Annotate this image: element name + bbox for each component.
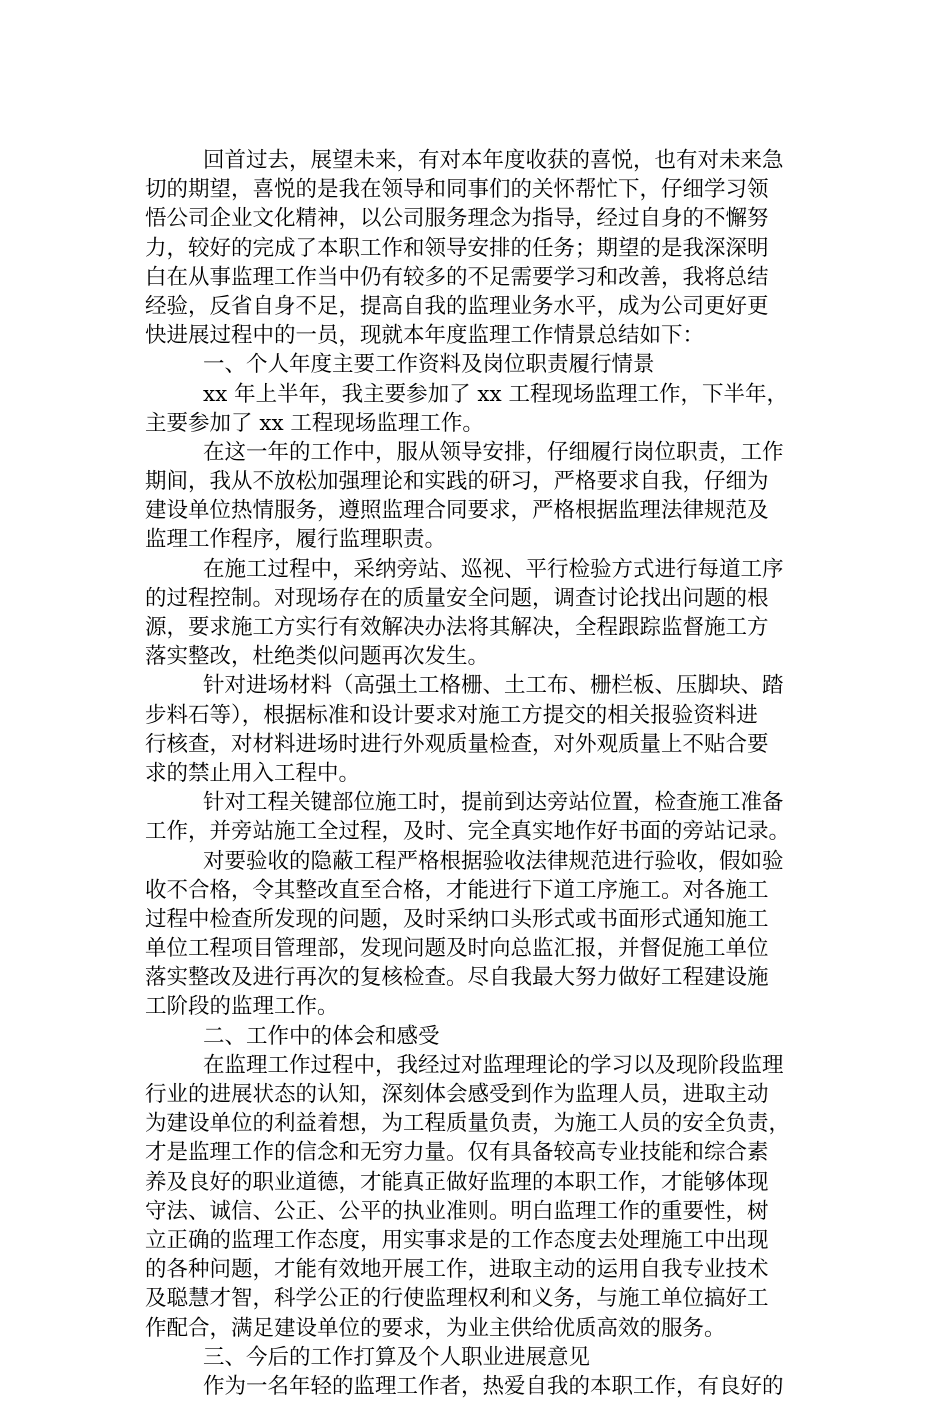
text-line: 三、今后的工作打算及个人职业进展意见 [203, 1344, 591, 1370]
text-line: 行核查，对材料进场时进行外观质量检查，对外观质量上不贴合要 [145, 731, 769, 757]
text-line: 在这一年的工作中，服从领导安排，仔细履行岗位职责，工作 [203, 439, 784, 465]
text-line: 才是监理工作的信念和无穷力量。仅有具备较高专业技能和综合素 [145, 1140, 769, 1166]
text-line: 单位工程项目管理部，发现问题及时向总监汇报，并督促施工单位 [145, 936, 769, 962]
text-line: 建设单位热情服务，遵照监理合同要求，严格根据监理法律规范及 [145, 498, 769, 524]
text-line: 主要参加了 xx 工程现场监理工作。 [145, 410, 484, 436]
text-line: 监理工作程序，履行监理职责。 [145, 527, 447, 553]
text-line: 立正确的监理工作态度，用实事求是的工作态度去处理施工中出现 [145, 1227, 769, 1253]
text-line: 在施工过程中，采纳旁站、巡视、平行检验方式进行每道工序 [203, 556, 784, 582]
text-line: 期间，我从不放松加强理论和实践的研习，严格要求自我，仔细为 [145, 469, 769, 495]
text-line: 作为一名年轻的监理工作者，热爱自我的本职工作，有良好的 [203, 1373, 784, 1399]
text-line: 行业的进展状态的认知，深刻体会感受到作为监理人员，进取主动 [145, 1082, 769, 1107]
text-line: 落实整改，杜绝类似问题再次发生。 [145, 644, 490, 670]
document-body [145, 146, 810, 1401]
text-line: 为建设单位的利益着想，为工程质量负责，为施工人员的安全负责， [145, 1111, 791, 1137]
text-line: 求的禁止用入工程中。 [145, 760, 361, 786]
text-line: 的过程控制。对现场存在的质量安全问题，调查讨论找出问题的根 [145, 585, 769, 611]
text-line: 白在从事监理工作当中仍有较多的不足需要学习和改善，我将总结 [145, 264, 769, 290]
text-line: 二、工作中的体会和感受 [203, 1023, 440, 1049]
text-line: 源，要求施工方实行有效解决办法将其解决，全程跟踪监督施工方 [145, 615, 769, 640]
text-line: 守法、诚信、公正、公平的执业准则。明白监理工作的重要性，树 [145, 1198, 769, 1224]
text-line: 切的期望，喜悦的是我在领导和同事们的关怀帮忙下，仔细学习领 [145, 177, 769, 203]
text-line: 工阶段的监理工作。 [145, 994, 339, 1020]
text-line: xx 年上半年，我主要参加了 xx 工程现场监理工作，下半年， [203, 381, 789, 407]
text-line: 悟公司企业文化精神，以公司服务理念为指导，经过自身的不懈努 [145, 206, 769, 232]
text-line: 对要验收的隐蔽工程严格根据验收法律规范进行验收，假如验 [203, 848, 784, 874]
text-line: 收不合格，令其整改直至合格，才能进行下道工序施工。对各施工 [145, 877, 769, 903]
text-line: 及聪慧才智，科学公正的行使监理权利和义务，与施工单位搞好工 [145, 1286, 769, 1312]
text-line: 一、个人年度主要工作资料及岗位职责履行情景 [203, 352, 655, 378]
text-line: 力，较好的完成了本职工作和领导安排的任务；期望的是我深深明 [145, 235, 769, 261]
text-line: 作配合，满足建设单位的要求，为业主供给优质高效的服务。 [145, 1315, 726, 1341]
text-line: 快进展过程中的一员，现就本年度监理工作情景总结如下： [145, 323, 705, 349]
text-line: 工作，并旁站施工全过程，及时、完全真实地作好书面的旁站记录。 [145, 819, 791, 845]
text-line: 过程中检查所发现的问题，及时采纳口头形式或书面形式通知施工 [145, 906, 769, 932]
text-line: 步料石等），根据标准和设计要求对施工方提交的相关报验资料进 [145, 702, 758, 728]
text-line: 经验，反省自身不足，提高自我的监理业务水平，成为公司更好更 [145, 293, 769, 319]
text-line: 针对进场材料（高强土工格栅、土工布、栅栏板、压脚块、踏 [203, 673, 784, 699]
text-line: 针对工程关键部位施工时，提前到达旁站位置，检查施工准备 [203, 790, 784, 816]
text-line: 的各种问题，才能有效地开展工作，进取主动的运用自我专业技术 [145, 1257, 769, 1283]
text-line: 在监理工作过程中，我经过对监理理论的学习以及现阶段监理 [203, 1052, 784, 1078]
text-line: 回首过去，展望未来，有对本年度收获的喜悦，也有对未来急 [203, 148, 784, 173]
text-line: 落实整改及进行再次的复核检查。尽自我最大努力做好工程建设施 [145, 965, 769, 991]
text-line: 养及良好的职业道德，才能真正做好监理的本职工作，才能够体现 [145, 1169, 769, 1195]
